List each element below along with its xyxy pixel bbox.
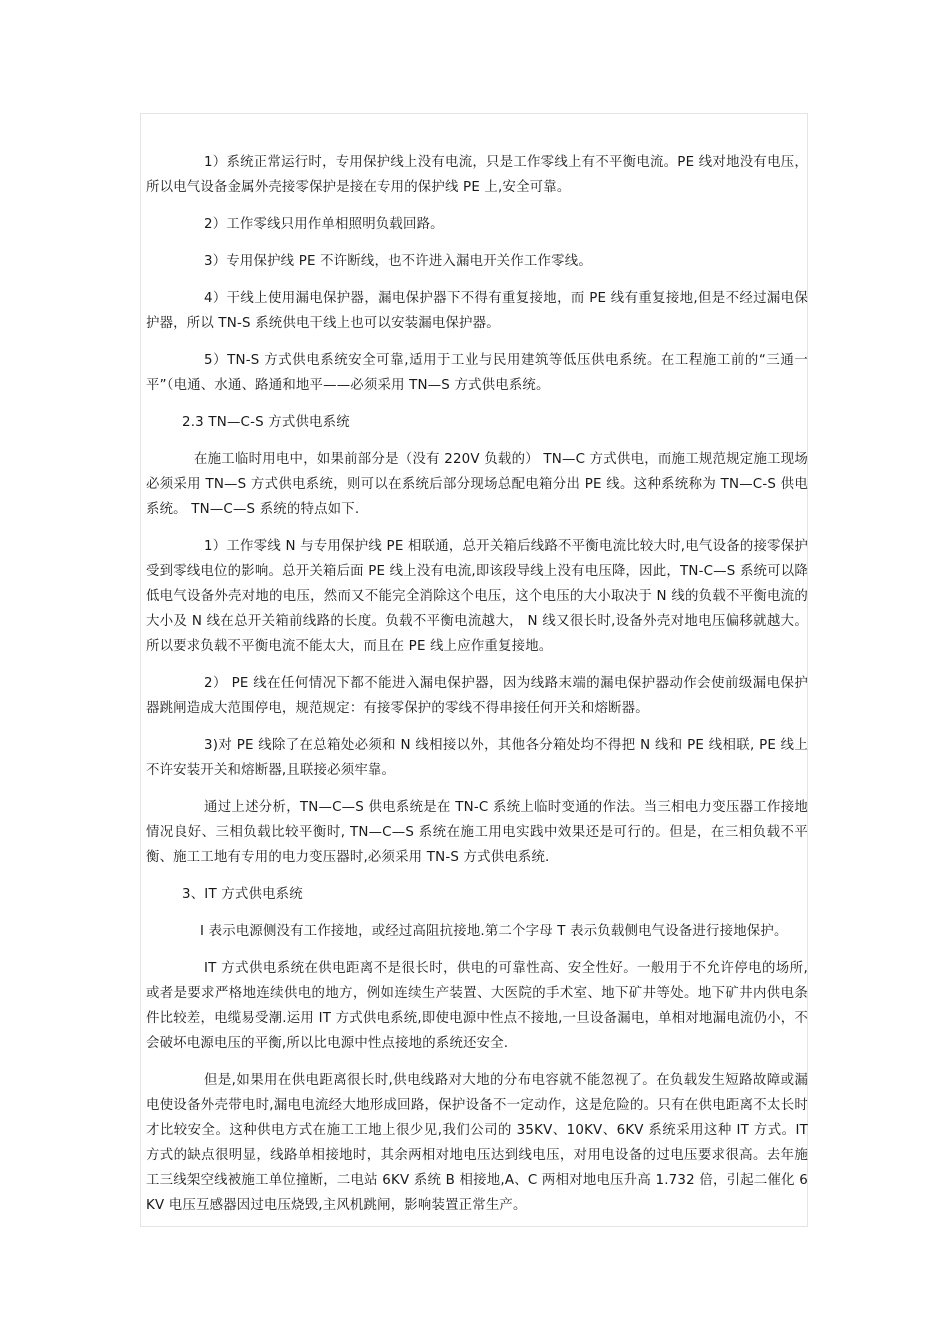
paragraph-item-3: 3）专用保护线 PE 不许断线，也不许进入漏电开关作工作零线。 bbox=[204, 254, 592, 269]
paragraph-it-drawbacks: 但是,如果用在供电距离很长时,供电线路对大地的分布电容就不能忽视了。在负载发生短路故障或漏电使设备外壳带电时,漏电电流经大地形成回路，保护设备不一定动作，这是危险的。只有在供电距离不太长时才比较安全。这种供电方式在施工工地上很少见,我们公司的 35KV、10KV、6KV 系统采用这种 IT 方式。IT 方式的缺点很明显，线路单相接地时，其余两相对地电压达到线电压，对用电设备的过电压要求很高。去年施工三线架空线被施工单位撞断，二电站 6KV 系统 B 相接地,A、C 两相对地电压升高 1.732 倍，引起二催化 6KV 电压互感器因过电压烧毁,主风机跳闸，影响装置正常生产。 bbox=[146, 1073, 808, 1213]
section-heading-2-3: 2.3 TN—C-S 方式供电系统 bbox=[182, 415, 350, 430]
document-body bbox=[146, 150, 808, 1230]
paragraph-item-2: 2）工作零线只用作单相照明负载回路。 bbox=[204, 217, 444, 232]
paragraph-item-1: 1）系统正常运行时，专用保护线上没有电流，只是工作零线上有不平衡电流。PE 线对地没有电压，所以电气设备金属外壳接零保护是接在专用的保护线 PE 上,安全可靠。 bbox=[146, 155, 808, 195]
paragraph-it-usage: IT 方式供电系统在供电距离不是很长时，供电的可靠性高、安全性好。一般用于不允许停电的场所,或者是要求严格地连续供电的地方，例如连续生产装置、大医院的手术室、地下矿井等处。地下矿井内供电条件比较差，电缆易受潮.运用 IT 方式供电系统,即使电源中性点不接地,一旦设备漏电，单相对地漏电流仍小，不会破坏电源电压的平衡,所以比电源中性点接地的系统还安全. bbox=[146, 961, 808, 1051]
paragraph-tn-c-s-intro: 在施工临时用电中，如果前部分是（没有 220V 负载的） TN—C 方式供电，而施工规范规定施工现场必须采用 TN—S 方式供电系统，则可以在系统后部分现场总配电箱分出 PE 线。这种系统称为 TN—C-S 供电系统。 TN—C—S 系统的特点如下. bbox=[146, 452, 808, 517]
paragraph-item-4: 4）干线上使用漏电保护器，漏电保护器下不得有重复接地，而 PE 线有重复接地,但是不经过漏电保护器，所以 TN-S 系统供电干线上也可以安装漏电保护器。 bbox=[146, 291, 808, 331]
paragraph-tn-c-s-item-1: 1）工作零线 N 与专用保护线 PE 相联通，总开关箱后线路不平衡电流比较大时,电气设备的接零保护受到零线电位的影响。总开关箱后面 PE 线上没有电流,即该段导线上没有电压降，因此，TN-C—S 系统可以降低电气设备外壳对地的电压，然而又不能完全消除这个电压，这个电压的大小取决于 N 线的负载不平衡电流的大小及 N 线在总开关箱前线路的长度。负载不平衡电流越大， N 线又很长时,设备外壳对地电压偏移就越大。所以要求负载不平衡电流不能太大，而且在 PE 线上应作重复接地。 bbox=[146, 539, 808, 654]
paragraph-tn-c-s-item-3: 3)对 PE 线除了在总箱处必须和 N 线相接以外，其他各分箱处均不得把 N 线和 PE 线相联, PE 线上不许安装开关和熔断器,且联接必须牢靠。 bbox=[146, 738, 808, 778]
paragraph-tn-c-s-item-2: 2） PE 线在任何情况下都不能进入漏电保护器，因为线路末端的漏电保护器动作会使前级漏电保护器跳闸造成大范围停电，规范规定：有接零保护的零线不得串接任何开关和熔断器。 bbox=[146, 676, 808, 716]
paragraph-it-definition: I 表示电源侧没有工作接地，或经过高阻抗接地.第二个字母 T 表示负载侧电气设备进行接地保护。 bbox=[200, 924, 788, 939]
paragraph-item-5: 5）TN-S 方式供电系统安全可靠,适用于工业与民用建筑等低压供电系统。在工程施工前的“三通一平”（电通、水通、路通和地平——必须采用 TN—S 方式供电系统。 bbox=[146, 353, 808, 393]
paragraph-tn-c-s-summary: 通过上述分析，TN—C—S 供电系统是在 TN-C 系统上临时变通的作法。当三相电力变压器工作接地情况良好、三相负载比较平衡时, TN—C—S 系统在施工用电实践中效果还是可行的。但是，在三相负载不平衡、施工工地有专用的电力变压器时,必须采用 TN-S 方式供电系统. bbox=[146, 800, 808, 865]
section-heading-3: 3、IT 方式供电系统 bbox=[182, 887, 303, 902]
